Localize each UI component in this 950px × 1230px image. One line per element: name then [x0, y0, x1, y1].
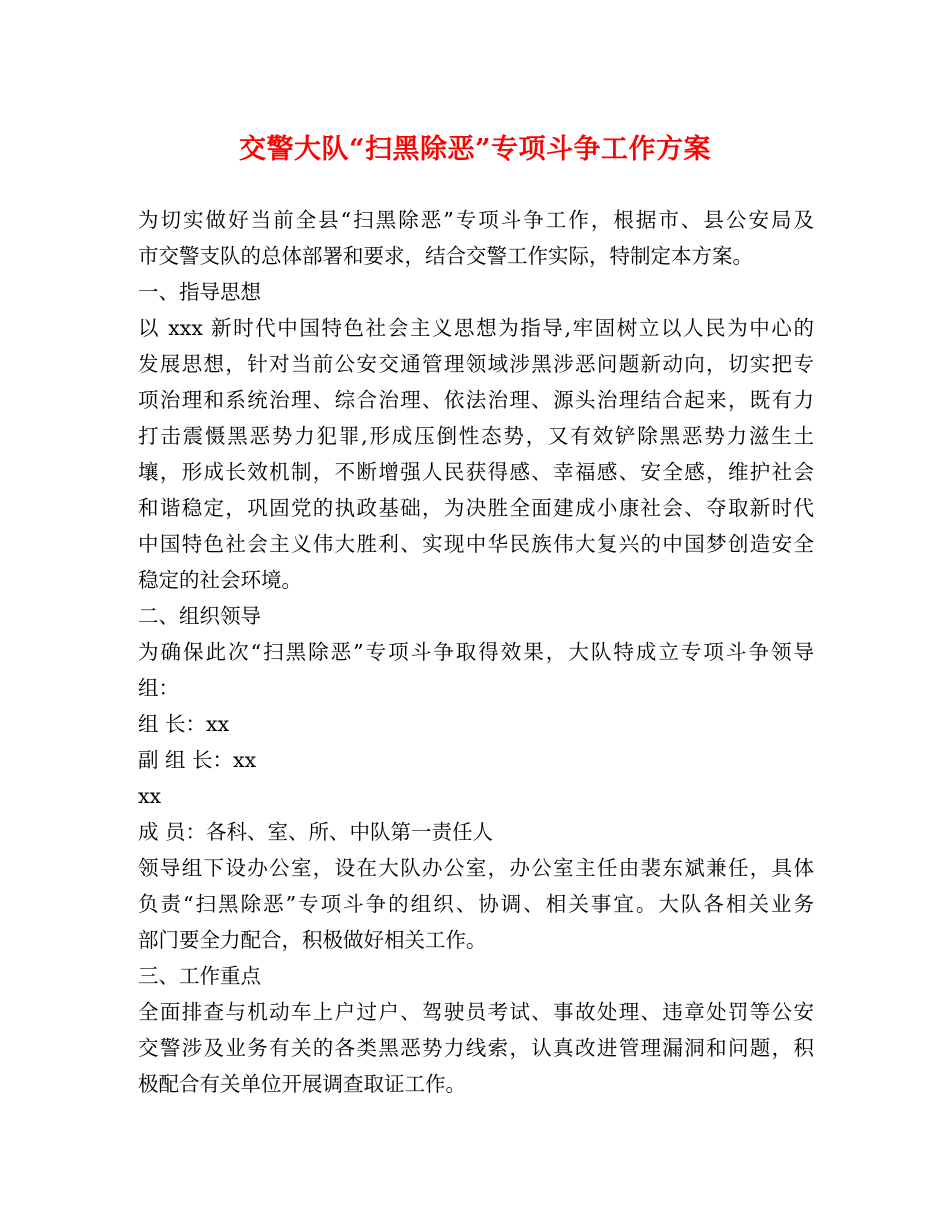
text-line: 为切实做好当前全县“扫黑除恶”专项斗争工作，根据市、县公安局及	[138, 208, 814, 232]
text-line: 项治理和系统治理、综合治理、依法治理、源头治理结合起来，既有力	[138, 388, 814, 412]
text-line: 壤，形成长效机制，不断增强人民获得感、幸福感、安全感，维护社会	[138, 460, 814, 484]
text-line: 和谐稳定，巩固党的执政基础，为决胜全面建成小康社会、夺取新时代	[138, 496, 814, 520]
text-line: 以 xxx 新时代中国特色社会主义思想为指导,牢固树立以人民为中心的	[138, 316, 814, 340]
text-line: 中国特色社会主义伟大胜利、实现中华民族伟大复兴的中国梦创造安全	[138, 532, 814, 556]
section-heading-work-focus: 三、工作重点	[138, 964, 261, 988]
text-line: 负责“扫黑除恶”专项斗争的组织、协调、相关事宜。大队各相关业务	[138, 892, 814, 916]
text-line: 组：	[138, 676, 179, 700]
text-line: 市交警支队的总体部署和要求，结合交警工作实际，特制定本方案。	[138, 244, 753, 268]
document-body	[138, 202, 814, 1102]
text-line: 部门要全力配合，积极做好相关工作。	[138, 928, 487, 952]
team-leader-line: 组 长：xx	[138, 712, 230, 736]
text-line: 稳定的社会环境。	[138, 568, 302, 592]
text-line: 交警涉及业务有关的各类黑恶势力线索，认真改进管理漏洞和问题，积	[138, 1036, 814, 1060]
text-line: 极配合有关单位开展调查取证工作。	[138, 1072, 466, 1096]
text-line: 发展思想，针对当前公安交通管理领域涉黑涉恶问题新动向，切实把专	[138, 352, 814, 376]
document-title: 交警大队“扫黑除恶”专项斗争工作方案	[238, 134, 712, 165]
deputy-leader-line: 副 组 长：xx	[138, 748, 257, 772]
text-line: 全面排查与机动车上户过户、驾驶员考试、事故处理、违章处罚等公安	[138, 1000, 814, 1024]
members-line: 成 员：各科、室、所、中队第一责任人	[138, 820, 494, 844]
section-heading-organization: 二、组织领导	[138, 604, 261, 628]
section-heading-guiding-ideology: 一、指导思想	[138, 280, 261, 304]
text-line: 为确保此次“扫黑除恶”专项斗争取得效果，大队特成立专项斗争领导	[138, 640, 814, 664]
deputy-leader-line-2: xx	[138, 784, 162, 808]
text-line: 领导组下设办公室，设在大队办公室，办公室主任由裴东斌兼任，具体	[138, 856, 814, 880]
text-line: 打击震慑黑恶势力犯罪,形成压倒性态势，又有效铲除黑恶势力滋生土	[138, 424, 814, 448]
